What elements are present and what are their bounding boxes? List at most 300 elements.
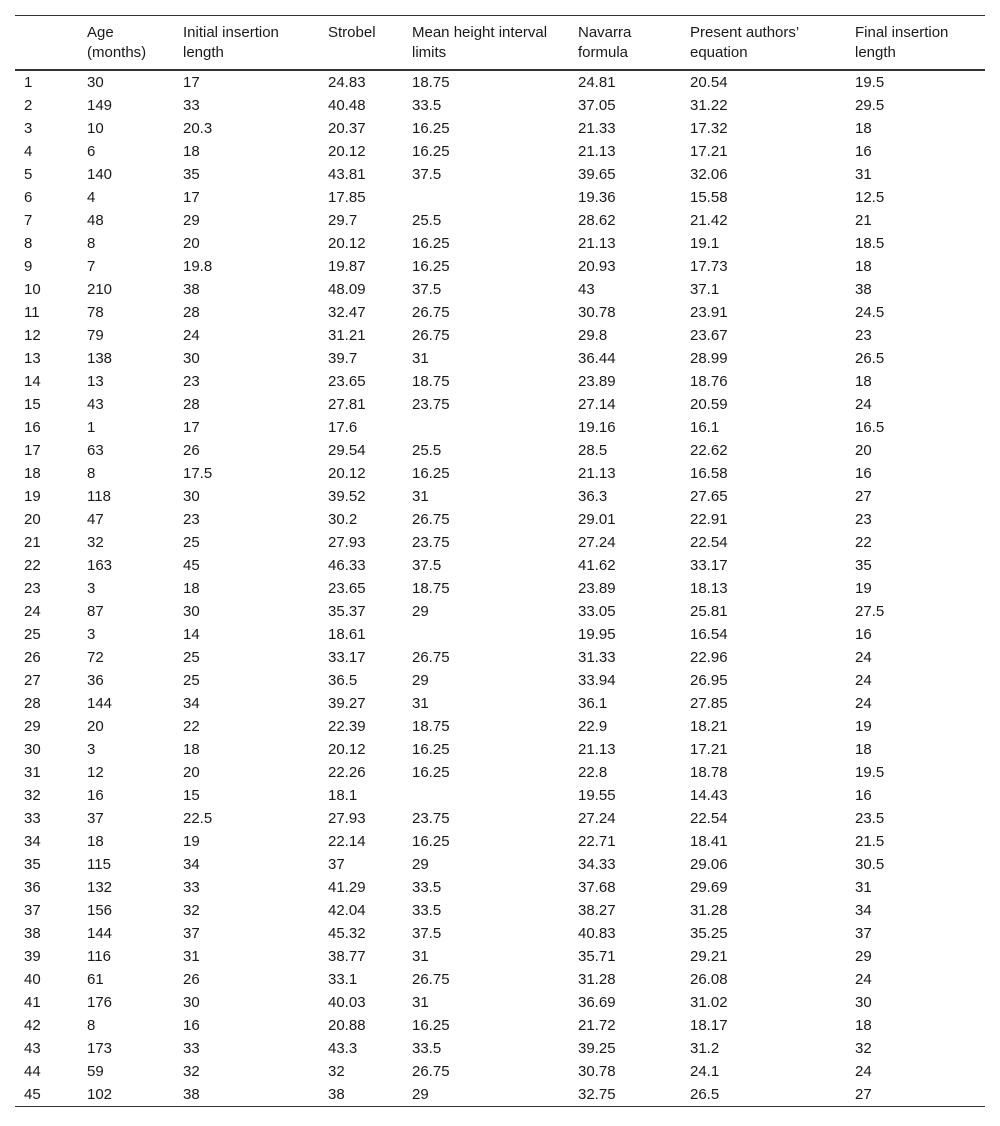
table-row: [15, 324, 985, 347]
table-row: [15, 117, 985, 140]
cell-mean-height-interval-limits: 26.75: [412, 511, 450, 528]
cell-strobel: 20.12: [328, 465, 366, 482]
table-row: [15, 1037, 985, 1060]
cell-initial-insertion-length: 23: [183, 373, 200, 390]
cell-final-insertion-length: 30.5: [855, 856, 885, 873]
cell-navarra-formula: 19.95: [578, 626, 616, 643]
cell-index: 5: [24, 166, 33, 183]
table-row: [15, 531, 985, 554]
table-row: [15, 439, 985, 462]
cell-strobel: 17.6: [328, 419, 358, 436]
cell-index: 29: [24, 718, 41, 735]
cell-initial-insertion-length: 38: [183, 281, 200, 298]
cell-strobel: 20.12: [328, 741, 366, 758]
cell-mean-height-interval-limits: [403, 623, 569, 646]
cell-initial-insertion-length: 30: [183, 488, 200, 505]
cell-initial-insertion-length: 33: [183, 1040, 200, 1057]
cell-navarra-formula: 27.14: [578, 396, 616, 413]
cell-mean-height-interval-limits: 29: [412, 1086, 429, 1103]
cell-initial-insertion-length: 14: [183, 626, 200, 643]
cell-mean-height-interval-limits: 33.5: [412, 1040, 442, 1057]
cell-strobel: 22.39: [328, 718, 366, 735]
cell-final-insertion-length: 35: [855, 557, 872, 574]
cell-strobel: 33.1: [328, 971, 358, 988]
cell-initial-insertion-length: 15: [183, 787, 200, 804]
cell-initial-insertion-length: 30: [183, 994, 200, 1011]
cell-strobel: 18.61: [328, 626, 366, 643]
cell-navarra-formula: 22.71: [578, 833, 616, 850]
cell-strobel: 22.14: [328, 833, 366, 850]
cell-index: 8: [24, 235, 33, 252]
cell-index: 4: [24, 143, 33, 160]
cell-strobel: 40.48: [328, 97, 366, 114]
cell-index: 32: [24, 787, 41, 804]
cell-index: 13: [24, 350, 41, 367]
table-row: [15, 554, 985, 577]
cell-initial-insertion-length: 34: [183, 856, 200, 873]
cell-index: 33: [24, 810, 41, 827]
cell-initial-insertion-length: 25: [183, 649, 200, 666]
cell-initial-insertion-length: 22: [183, 718, 200, 735]
cell-strobel: 30.2: [328, 511, 358, 528]
cell-present-authors-equation: 22.91: [690, 511, 728, 528]
cell-strobel: 22.26: [328, 764, 366, 781]
cell-final-insertion-length: 24: [855, 649, 872, 666]
cell-present-authors-equation: 17.21: [690, 741, 728, 758]
cell-initial-insertion-length: 28: [183, 304, 200, 321]
cell-final-insertion-length: 18: [855, 258, 872, 275]
cell-index: 35: [24, 856, 41, 873]
cell-age: 210: [87, 281, 113, 298]
table-row: [15, 922, 985, 945]
cell-mean-height-interval-limits: 16.25: [412, 741, 450, 758]
cell-mean-height-interval-limits: 29: [412, 856, 429, 873]
cell-present-authors-equation: 15.58: [690, 189, 728, 206]
table-row: [15, 738, 985, 761]
cell-age: 48: [87, 212, 104, 229]
cell-final-insertion-length: 26.5: [855, 350, 885, 367]
cell-final-insertion-length: 16: [855, 787, 872, 804]
cell-present-authors-equation: 22.54: [690, 810, 728, 827]
cell-navarra-formula: 35.71: [578, 948, 616, 965]
table-row: [15, 715, 985, 738]
cell-navarra-formula: 27.24: [578, 534, 616, 551]
cell-index: 17: [24, 442, 41, 459]
cell-age: 20: [87, 718, 104, 735]
cell-index: 20: [24, 511, 41, 528]
cell-initial-insertion-length: 20: [183, 764, 200, 781]
cell-initial-insertion-length: 30: [183, 603, 200, 620]
table-header: [15, 16, 985, 71]
cell-strobel: 27.81: [328, 396, 366, 413]
cell-strobel: 27.93: [328, 534, 366, 551]
cell-initial-insertion-length: 38: [183, 1086, 200, 1103]
cell-age: 78: [87, 304, 104, 321]
cell-age: 18: [87, 833, 104, 850]
cell-mean-height-interval-limits: 23.75: [412, 534, 450, 551]
cell-age: 8: [87, 465, 96, 482]
cell-strobel: 19.87: [328, 258, 366, 275]
cell-index: 19: [24, 488, 41, 505]
cell-present-authors-equation: 25.81: [690, 603, 728, 620]
cell-initial-insertion-length: 33: [183, 879, 200, 896]
cell-initial-insertion-length: 32: [183, 902, 200, 919]
cell-strobel: 20.37: [328, 120, 366, 137]
cell-navarra-formula: 36.44: [578, 350, 616, 367]
cell-final-insertion-length: 38: [855, 281, 872, 298]
cell-initial-insertion-length: 18: [183, 580, 200, 597]
header-present-authors-equation: Present authors’ equation: [690, 24, 799, 61]
cell-final-insertion-length: 21.5: [855, 833, 885, 850]
cell-navarra-formula: 24.81: [578, 74, 616, 91]
cell-index: 44: [24, 1063, 41, 1080]
cell-strobel: 33.17: [328, 649, 366, 666]
cell-age: 43: [87, 396, 104, 413]
cell-initial-insertion-length: 18: [183, 741, 200, 758]
cell-mean-height-interval-limits: 37.5: [412, 166, 442, 183]
cell-age: 156: [87, 902, 113, 919]
cell-mean-height-interval-limits: 16.25: [412, 258, 450, 275]
cell-age: 144: [87, 925, 113, 942]
cell-present-authors-equation: 18.21: [690, 718, 728, 735]
cell-strobel: 20.12: [328, 143, 366, 160]
cell-index: 7: [24, 212, 33, 229]
cell-final-insertion-length: 27.5: [855, 603, 885, 620]
cell-present-authors-equation: 31.2: [690, 1040, 720, 1057]
cell-navarra-formula: 32.75: [578, 1086, 616, 1103]
cell-navarra-formula: 23.89: [578, 373, 616, 390]
cell-age: 87: [87, 603, 104, 620]
cell-strobel: 24.83: [328, 74, 366, 91]
cell-final-insertion-length: 21: [855, 212, 872, 229]
cell-final-insertion-length: 34: [855, 902, 872, 919]
cell-final-insertion-length: 27: [855, 1086, 872, 1103]
cell-present-authors-equation: 14.43: [690, 787, 728, 804]
cell-initial-insertion-length: 32: [183, 1063, 200, 1080]
cell-mean-height-interval-limits: [403, 186, 569, 209]
cell-navarra-formula: 33.94: [578, 672, 616, 689]
cell-initial-insertion-length: 19: [183, 833, 200, 850]
cell-index: 12: [24, 327, 41, 344]
table-row: [15, 140, 985, 163]
cell-initial-insertion-length: 35: [183, 166, 200, 183]
cell-age: 79: [87, 327, 104, 344]
table-row: [15, 1083, 985, 1107]
cell-final-insertion-length: 19: [855, 580, 872, 597]
cell-strobel: 31.21: [328, 327, 366, 344]
cell-final-insertion-length: 37: [855, 925, 872, 942]
cell-strobel: 42.04: [328, 902, 366, 919]
table-body: [15, 70, 985, 1107]
cell-present-authors-equation: 18.17: [690, 1017, 728, 1034]
cell-final-insertion-length: 19: [855, 718, 872, 735]
cell-strobel: 20.12: [328, 235, 366, 252]
cell-strobel: 39.7: [328, 350, 358, 367]
cell-strobel: 18.1: [328, 787, 358, 804]
cell-strobel: 41.29: [328, 879, 366, 896]
table-row: [15, 600, 985, 623]
cell-strobel: 35.37: [328, 603, 366, 620]
cell-index: 21: [24, 534, 41, 551]
cell-mean-height-interval-limits: 16.25: [412, 833, 450, 850]
table-row: [15, 278, 985, 301]
cell-present-authors-equation: 20.59: [690, 396, 728, 413]
cell-age: 37: [87, 810, 104, 827]
cell-navarra-formula: 27.24: [578, 810, 616, 827]
cell-mean-height-interval-limits: 31: [412, 350, 429, 367]
data-table-container: [15, 15, 985, 1107]
cell-present-authors-equation: 35.25: [690, 925, 728, 942]
header-mean-height-interval-limits: Mean height interval limits: [412, 24, 548, 61]
cell-mean-height-interval-limits: 26.75: [412, 327, 450, 344]
cell-age: 149: [87, 97, 113, 114]
cell-initial-insertion-length: 34: [183, 695, 200, 712]
cell-present-authors-equation: 17.21: [690, 143, 728, 160]
cell-strobel: 38: [328, 1086, 345, 1103]
cell-initial-insertion-length: 17: [183, 189, 200, 206]
cell-index: 10: [24, 281, 41, 298]
cell-mean-height-interval-limits: 16.25: [412, 1017, 450, 1034]
cell-index: 39: [24, 948, 41, 965]
cell-navarra-formula: 31.33: [578, 649, 616, 666]
table-row: [15, 485, 985, 508]
cell-age: 47: [87, 511, 104, 528]
cell-strobel: 39.52: [328, 488, 366, 505]
table-row: [15, 370, 985, 393]
cell-mean-height-interval-limits: [403, 784, 569, 807]
cell-mean-height-interval-limits: 23.75: [412, 396, 450, 413]
cell-mean-height-interval-limits: 26.75: [412, 304, 450, 321]
cell-navarra-formula: 39.65: [578, 166, 616, 183]
cell-final-insertion-length: 16: [855, 465, 872, 482]
table-row: [15, 1014, 985, 1037]
cell-strobel: 48.09: [328, 281, 366, 298]
cell-initial-insertion-length: 29: [183, 212, 200, 229]
cell-initial-insertion-length: 19.8: [183, 258, 213, 275]
cell-index: 25: [24, 626, 41, 643]
cell-present-authors-equation: 18.41: [690, 833, 728, 850]
cell-age: 140: [87, 166, 113, 183]
cell-mean-height-interval-limits: 18.75: [412, 580, 450, 597]
cell-present-authors-equation: 23.91: [690, 304, 728, 321]
cell-final-insertion-length: 18: [855, 120, 872, 137]
cell-navarra-formula: 29.01: [578, 511, 616, 528]
cell-navarra-formula: 34.33: [578, 856, 616, 873]
cell-index: 40: [24, 971, 41, 988]
cell-index: 36: [24, 879, 41, 896]
cell-navarra-formula: 21.13: [578, 741, 616, 758]
table-row: [15, 393, 985, 416]
cell-present-authors-equation: 32.06: [690, 166, 728, 183]
cell-initial-insertion-length: 18: [183, 143, 200, 160]
cell-mean-height-interval-limits: 31: [412, 994, 429, 1011]
cell-present-authors-equation: 26.08: [690, 971, 728, 988]
cell-navarra-formula: 40.83: [578, 925, 616, 942]
header-initial-insertion-length: Initial insertion length: [183, 24, 279, 61]
table-row: [15, 508, 985, 531]
cell-mean-height-interval-limits: 37.5: [412, 557, 442, 574]
cell-mean-height-interval-limits: 25.5: [412, 442, 442, 459]
cell-final-insertion-length: 19.5: [855, 764, 885, 781]
cell-age: 12: [87, 764, 104, 781]
cell-initial-insertion-length: 20: [183, 235, 200, 252]
cell-initial-insertion-length: 31: [183, 948, 200, 965]
cell-navarra-formula: 37.05: [578, 97, 616, 114]
cell-final-insertion-length: 22: [855, 534, 872, 551]
table-row: [15, 301, 985, 324]
cell-navarra-formula: 36.69: [578, 994, 616, 1011]
table-row: [15, 209, 985, 232]
cell-final-insertion-length: 24: [855, 1063, 872, 1080]
cell-navarra-formula: 29.8: [578, 327, 608, 344]
cell-age: 3: [87, 626, 96, 643]
cell-final-insertion-length: 31: [855, 166, 872, 183]
table-row: [15, 784, 985, 807]
cell-age: 163: [87, 557, 113, 574]
cell-mean-height-interval-limits: 29: [412, 672, 429, 689]
cell-present-authors-equation: 28.99: [690, 350, 728, 367]
cell-strobel: 17.85: [328, 189, 366, 206]
cell-age: 8: [87, 235, 96, 252]
cell-index: 1: [24, 74, 33, 91]
cell-index: 11: [24, 304, 40, 321]
cell-navarra-formula: 39.25: [578, 1040, 616, 1057]
cell-index: 6: [24, 189, 33, 206]
cell-initial-insertion-length: 26: [183, 971, 200, 988]
cell-navarra-formula: 43: [578, 281, 595, 298]
cell-age: 102: [87, 1086, 113, 1103]
table-row: [15, 669, 985, 692]
data-table: [15, 15, 985, 1107]
cell-present-authors-equation: 17.73: [690, 258, 728, 275]
header-final-insertion-length: Final insertion length: [855, 24, 949, 61]
table-row: [15, 186, 985, 209]
cell-navarra-formula: 21.13: [578, 143, 616, 160]
cell-age: 30: [87, 74, 104, 91]
cell-navarra-formula: 22.9: [578, 718, 608, 735]
cell-initial-insertion-length: 30: [183, 350, 200, 367]
table-row: [15, 807, 985, 830]
cell-present-authors-equation: 37.1: [690, 281, 720, 298]
cell-navarra-formula: 38.27: [578, 902, 616, 919]
cell-present-authors-equation: 26.95: [690, 672, 728, 689]
cell-present-authors-equation: 22.62: [690, 442, 728, 459]
cell-initial-insertion-length: 22.5: [183, 810, 213, 827]
cell-age: 1: [87, 419, 96, 436]
cell-index: 14: [24, 373, 41, 390]
cell-index: 37: [24, 902, 41, 919]
cell-age: 4: [87, 189, 96, 206]
table-row: [15, 646, 985, 669]
cell-present-authors-equation: 31.02: [690, 994, 728, 1011]
cell-age: 32: [87, 534, 104, 551]
cell-present-authors-equation: 29.06: [690, 856, 728, 873]
cell-index: 26: [24, 649, 41, 666]
cell-final-insertion-length: 19.5: [855, 74, 885, 91]
cell-present-authors-equation: 18.13: [690, 580, 728, 597]
cell-initial-insertion-length: 37: [183, 925, 200, 942]
cell-final-insertion-length: 29.5: [855, 97, 885, 114]
cell-initial-insertion-length: 20.3: [183, 120, 213, 137]
cell-final-insertion-length: 18: [855, 373, 872, 390]
cell-index: 16: [24, 419, 41, 436]
cell-present-authors-equation: 24.1: [690, 1063, 720, 1080]
cell-index: 23: [24, 580, 41, 597]
cell-index: 34: [24, 833, 41, 850]
cell-final-insertion-length: 27: [855, 488, 872, 505]
cell-final-insertion-length: 23.5: [855, 810, 885, 827]
table-row: [15, 94, 985, 117]
cell-mean-height-interval-limits: 26.75: [412, 649, 450, 666]
cell-present-authors-equation: 21.42: [690, 212, 728, 229]
table-row: [15, 761, 985, 784]
cell-strobel: 29.54: [328, 442, 366, 459]
table-row: [15, 577, 985, 600]
cell-index: 28: [24, 695, 41, 712]
cell-strobel: 43.3: [328, 1040, 358, 1057]
cell-age: 118: [87, 488, 111, 505]
cell-present-authors-equation: 19.1: [690, 235, 720, 252]
table-row: [15, 416, 985, 439]
cell-mean-height-interval-limits: 37.5: [412, 281, 442, 298]
table-row: [15, 830, 985, 853]
cell-index: 15: [24, 396, 41, 413]
cell-final-insertion-length: 16.5: [855, 419, 885, 436]
cell-strobel: 29.7: [328, 212, 358, 229]
cell-strobel: 40.03: [328, 994, 366, 1011]
cell-final-insertion-length: 24: [855, 971, 872, 988]
cell-age: 3: [87, 741, 96, 758]
table-row: [15, 255, 985, 278]
cell-initial-insertion-length: 23: [183, 511, 200, 528]
cell-final-insertion-length: 23: [855, 327, 872, 344]
table-row: [15, 232, 985, 255]
cell-strobel: 32.47: [328, 304, 366, 321]
cell-present-authors-equation: 22.54: [690, 534, 728, 551]
cell-strobel: 38.77: [328, 948, 366, 965]
cell-final-insertion-length: 20: [855, 442, 872, 459]
cell-mean-height-interval-limits: 31: [412, 948, 429, 965]
cell-age: 138: [87, 350, 113, 367]
table-row: [15, 462, 985, 485]
cell-initial-insertion-length: 17: [183, 74, 200, 91]
table-row: [15, 70, 985, 94]
cell-index: 3: [24, 120, 33, 137]
cell-present-authors-equation: 31.22: [690, 97, 728, 114]
cell-index: 18: [24, 465, 41, 482]
cell-index: 24: [24, 603, 41, 620]
table-row: [15, 1060, 985, 1083]
cell-mean-height-interval-limits: [403, 416, 569, 439]
cell-final-insertion-length: 32: [855, 1040, 872, 1057]
cell-initial-insertion-length: 45: [183, 557, 200, 574]
cell-age: 176: [87, 994, 113, 1011]
cell-age: 115: [87, 856, 111, 873]
cell-strobel: 23.65: [328, 373, 366, 390]
cell-present-authors-equation: 16.54: [690, 626, 728, 643]
cell-present-authors-equation: 33.17: [690, 557, 728, 574]
cell-mean-height-interval-limits: 26.75: [412, 971, 450, 988]
cell-age: 6: [87, 143, 96, 160]
cell-age: 7: [87, 258, 96, 275]
cell-final-insertion-length: 18: [855, 741, 872, 758]
cell-mean-height-interval-limits: 33.5: [412, 97, 442, 114]
cell-index: 9: [24, 258, 33, 275]
cell-initial-insertion-length: 25: [183, 534, 200, 551]
cell-age: 116: [87, 948, 111, 965]
cell-age: 144: [87, 695, 113, 712]
cell-present-authors-equation: 20.54: [690, 74, 728, 91]
